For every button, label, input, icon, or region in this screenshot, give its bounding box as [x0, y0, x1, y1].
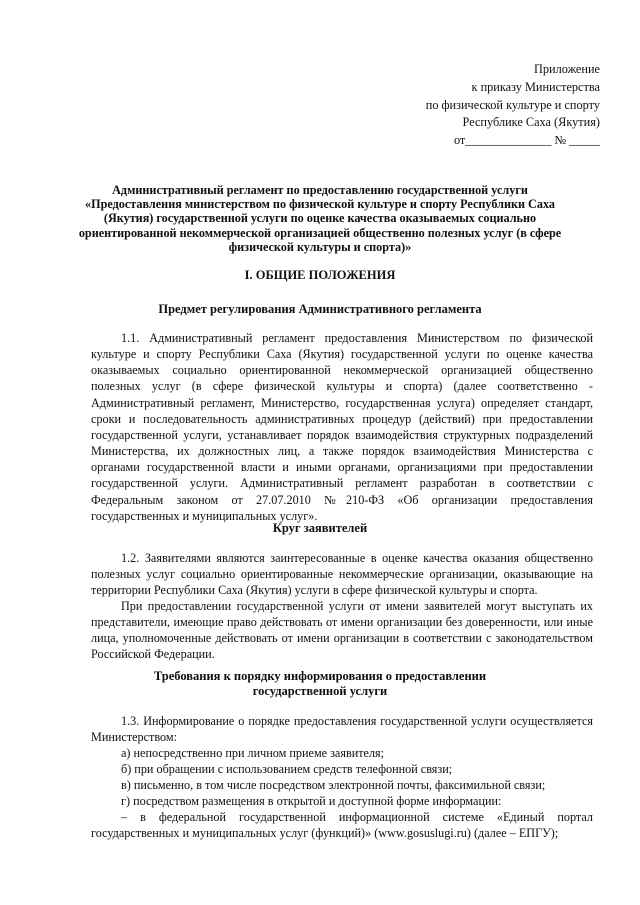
paragraph-1-1: 1.1. Административный регламент предоставления Министерством по физической культуре и спорту Республики Саха (Якутия) государственной услуги по оценке качества оказываемых социально ориентированной некоммерческой организацией общественно полезных услуг (в сфере физической культуры и спорта) (далее соответственно - Административный регламент, Министерство, государственная услуга) определяет стандарт, сроки и последовательность административных процедур (действий) при предоставлении государственной услуги, устанавливает порядок взаимодействия структурных подразделений Министерства, их должностных лиц, а также порядок взаимодействия Министерства с органами государственной власти и иными органами, организациями при предоставлении государственной услуги. Административный регламент разработан в соответствии с Федеральным законом от 27.07.2010 №210-ФЗ «Об организации предоставления государственных и муниципальных услуг». — [91, 331, 593, 523]
paragraph-1-3: 1.3. Информирование о порядке предоставления государственной услуги осуществляется Министерством: — [91, 714, 593, 745]
list-item: а) непосредственно при личном приеме заявителя; — [121, 746, 385, 760]
appendix-line: по физической культуре и спорту — [425, 97, 600, 112]
document-title: Административный регламент по предоставлению государственной услуги «Предоставления министерством по физической культуре и спорту Республики Саха (Якутия) государственной услуги по оценке качества оказываемых социально ориентированной некоммерческой организацией общественно полезных услуг (в сфере физической культуры и спорта)» — [78, 183, 562, 254]
heading-line: государственной услуги — [252, 684, 388, 698]
appendix-line: Приложение — [534, 62, 600, 76]
list-item-epgu: – в федеральной государственной информационной системе «Единый портал государственных и муниципальных услуг (функций)» (www.gosuslugi.ru) (далее – ЕПГУ); — [91, 810, 593, 841]
heading-line: Требования к порядку информирования о предоставлении — [153, 669, 487, 683]
paragraph-representatives: При предоставлении государственной услуги от имени заявителей могут выступать их представители, имеющие право действовать от имени организации без доверенности, или иные лица, уполномоченные действовать от имени организации в соответствии с законодательством Российской Федерации. — [91, 599, 593, 662]
appendix-header — [426, 61, 600, 150]
subsection-heading: Предмет регулирования Административного регламента — [158, 302, 482, 316]
subsection-heading — [60, 669, 580, 699]
appendix-line: Республике Саха (Якутия) — [462, 115, 600, 130]
list-item: г) посредством размещения в открытой и доступной форме информации: — [121, 794, 502, 808]
paragraph-1-2: 1.2. Заявителями являются заинтересованные в оценке качества оказания общественно полезных услуг социально ориентированные некоммерческие организации, оказывающие на территории Республики Саха (Якутия) услуги в сфере физической культуры и спорта. — [91, 551, 593, 598]
appendix-line: к приказу Министерства — [471, 79, 600, 94]
subsection-heading: Круг заявителей — [272, 521, 368, 535]
list-item: б) при обращении с использованием средств телефонной связи; — [121, 762, 453, 776]
appendix-date-number-line: от______________ № _____ — [453, 133, 600, 148]
list-item: в) письменно, в том числе посредством электронной почты, факсимильной связи; — [121, 778, 546, 792]
section-heading: I. ОБЩИЕ ПОЛОЖЕНИЯ — [244, 268, 396, 282]
